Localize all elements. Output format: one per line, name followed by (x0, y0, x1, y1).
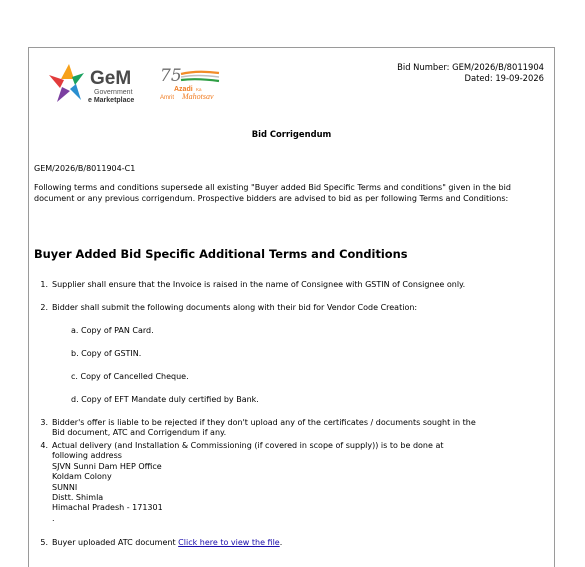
section-heading: Buyer Added Bid Specific Additional Terms and Conditions (34, 247, 408, 261)
intro-paragraph: Following terms and conditions supersede all existing "Buyer added Bid Specific Terms and conditions" given in the bid document or any previous corrigendum. Prospective bidders are advised to bid as per following Terms and Conditions: (34, 183, 511, 203)
term-text: Buyer uploaded ATC document (52, 538, 176, 547)
gem-logo (47, 62, 152, 106)
azadi-logo-line1: Azadi (174, 86, 193, 93)
bid-number: Bid Number: GEM/2026/B/8011904 (397, 62, 544, 72)
sub-item-c: c. Copy of Cancelled Cheque. (71, 372, 189, 381)
corrigendum-reference: GEM/2026/B/8011904-C1 (34, 164, 136, 173)
term-number: 3. (40, 418, 48, 427)
term-text: Bidder shall submit the following documents along with their bid for Vendor Code Creation: (52, 303, 418, 312)
term-number: 1. (40, 280, 48, 289)
azadi-ka-amrit-mahotsav-logo (157, 64, 241, 104)
azadi-logo-mahotsav: Mahotsav (182, 92, 214, 101)
corrigendum-page (28, 47, 555, 567)
address-line: Distt. Shimla (52, 493, 104, 503)
term-text-end: . (279, 538, 283, 547)
term-number: 2. (40, 303, 48, 312)
sub-item-d: d. Copy of EFT Mandate duly certified by Bank. (71, 395, 259, 404)
address-line: Himachal Pradesh - 171301 (52, 503, 163, 513)
address-line: SUNNI (52, 482, 78, 492)
azadi-logo-amrit: Amrit (160, 95, 174, 101)
gem-logo-line1: Government (94, 89, 133, 96)
term-text-line: Actual delivery (and Installation & Commissioning (if covered in scope of supply)) is to be done at (52, 441, 444, 450)
sub-item-b: b. Copy of GSTIN. (71, 349, 142, 358)
azadi-logo-ka: Ka (196, 87, 202, 92)
address-line: Koldam Colony (52, 472, 112, 482)
term-text-line: Bidder's offer is liable to be rejected if they don't upload any of the certificates / documents sought in the (52, 418, 476, 427)
bid-date: Dated: 19-09-2026 (464, 73, 544, 83)
gem-logo-title: GeM (90, 68, 132, 89)
sub-item-a: a. Copy of PAN Card. (71, 326, 154, 335)
address-line: SJVN Sunni Dam HEP Office (52, 461, 162, 471)
document-title: Bid Corrigendum (251, 129, 332, 139)
gem-star-icon (49, 64, 84, 102)
term-number: 4. (40, 441, 48, 450)
term-text-line: following address (52, 451, 122, 461)
term-text-line: Bid document, ATC and Corrigendum if any. (52, 428, 227, 438)
term-text: Supplier shall ensure that the Invoice is raised in the name of Consignee with GSTIN of Consignee only. (52, 280, 466, 289)
azadi-logo-number: 75 (160, 66, 182, 86)
gem-logo-line2: e Marketplace (88, 97, 135, 104)
term-number: 5. (40, 538, 48, 547)
view-atc-file-link[interactable]: Click here to view the file (178, 538, 280, 547)
bid-meta (397, 62, 544, 84)
address-line: . (52, 513, 55, 523)
